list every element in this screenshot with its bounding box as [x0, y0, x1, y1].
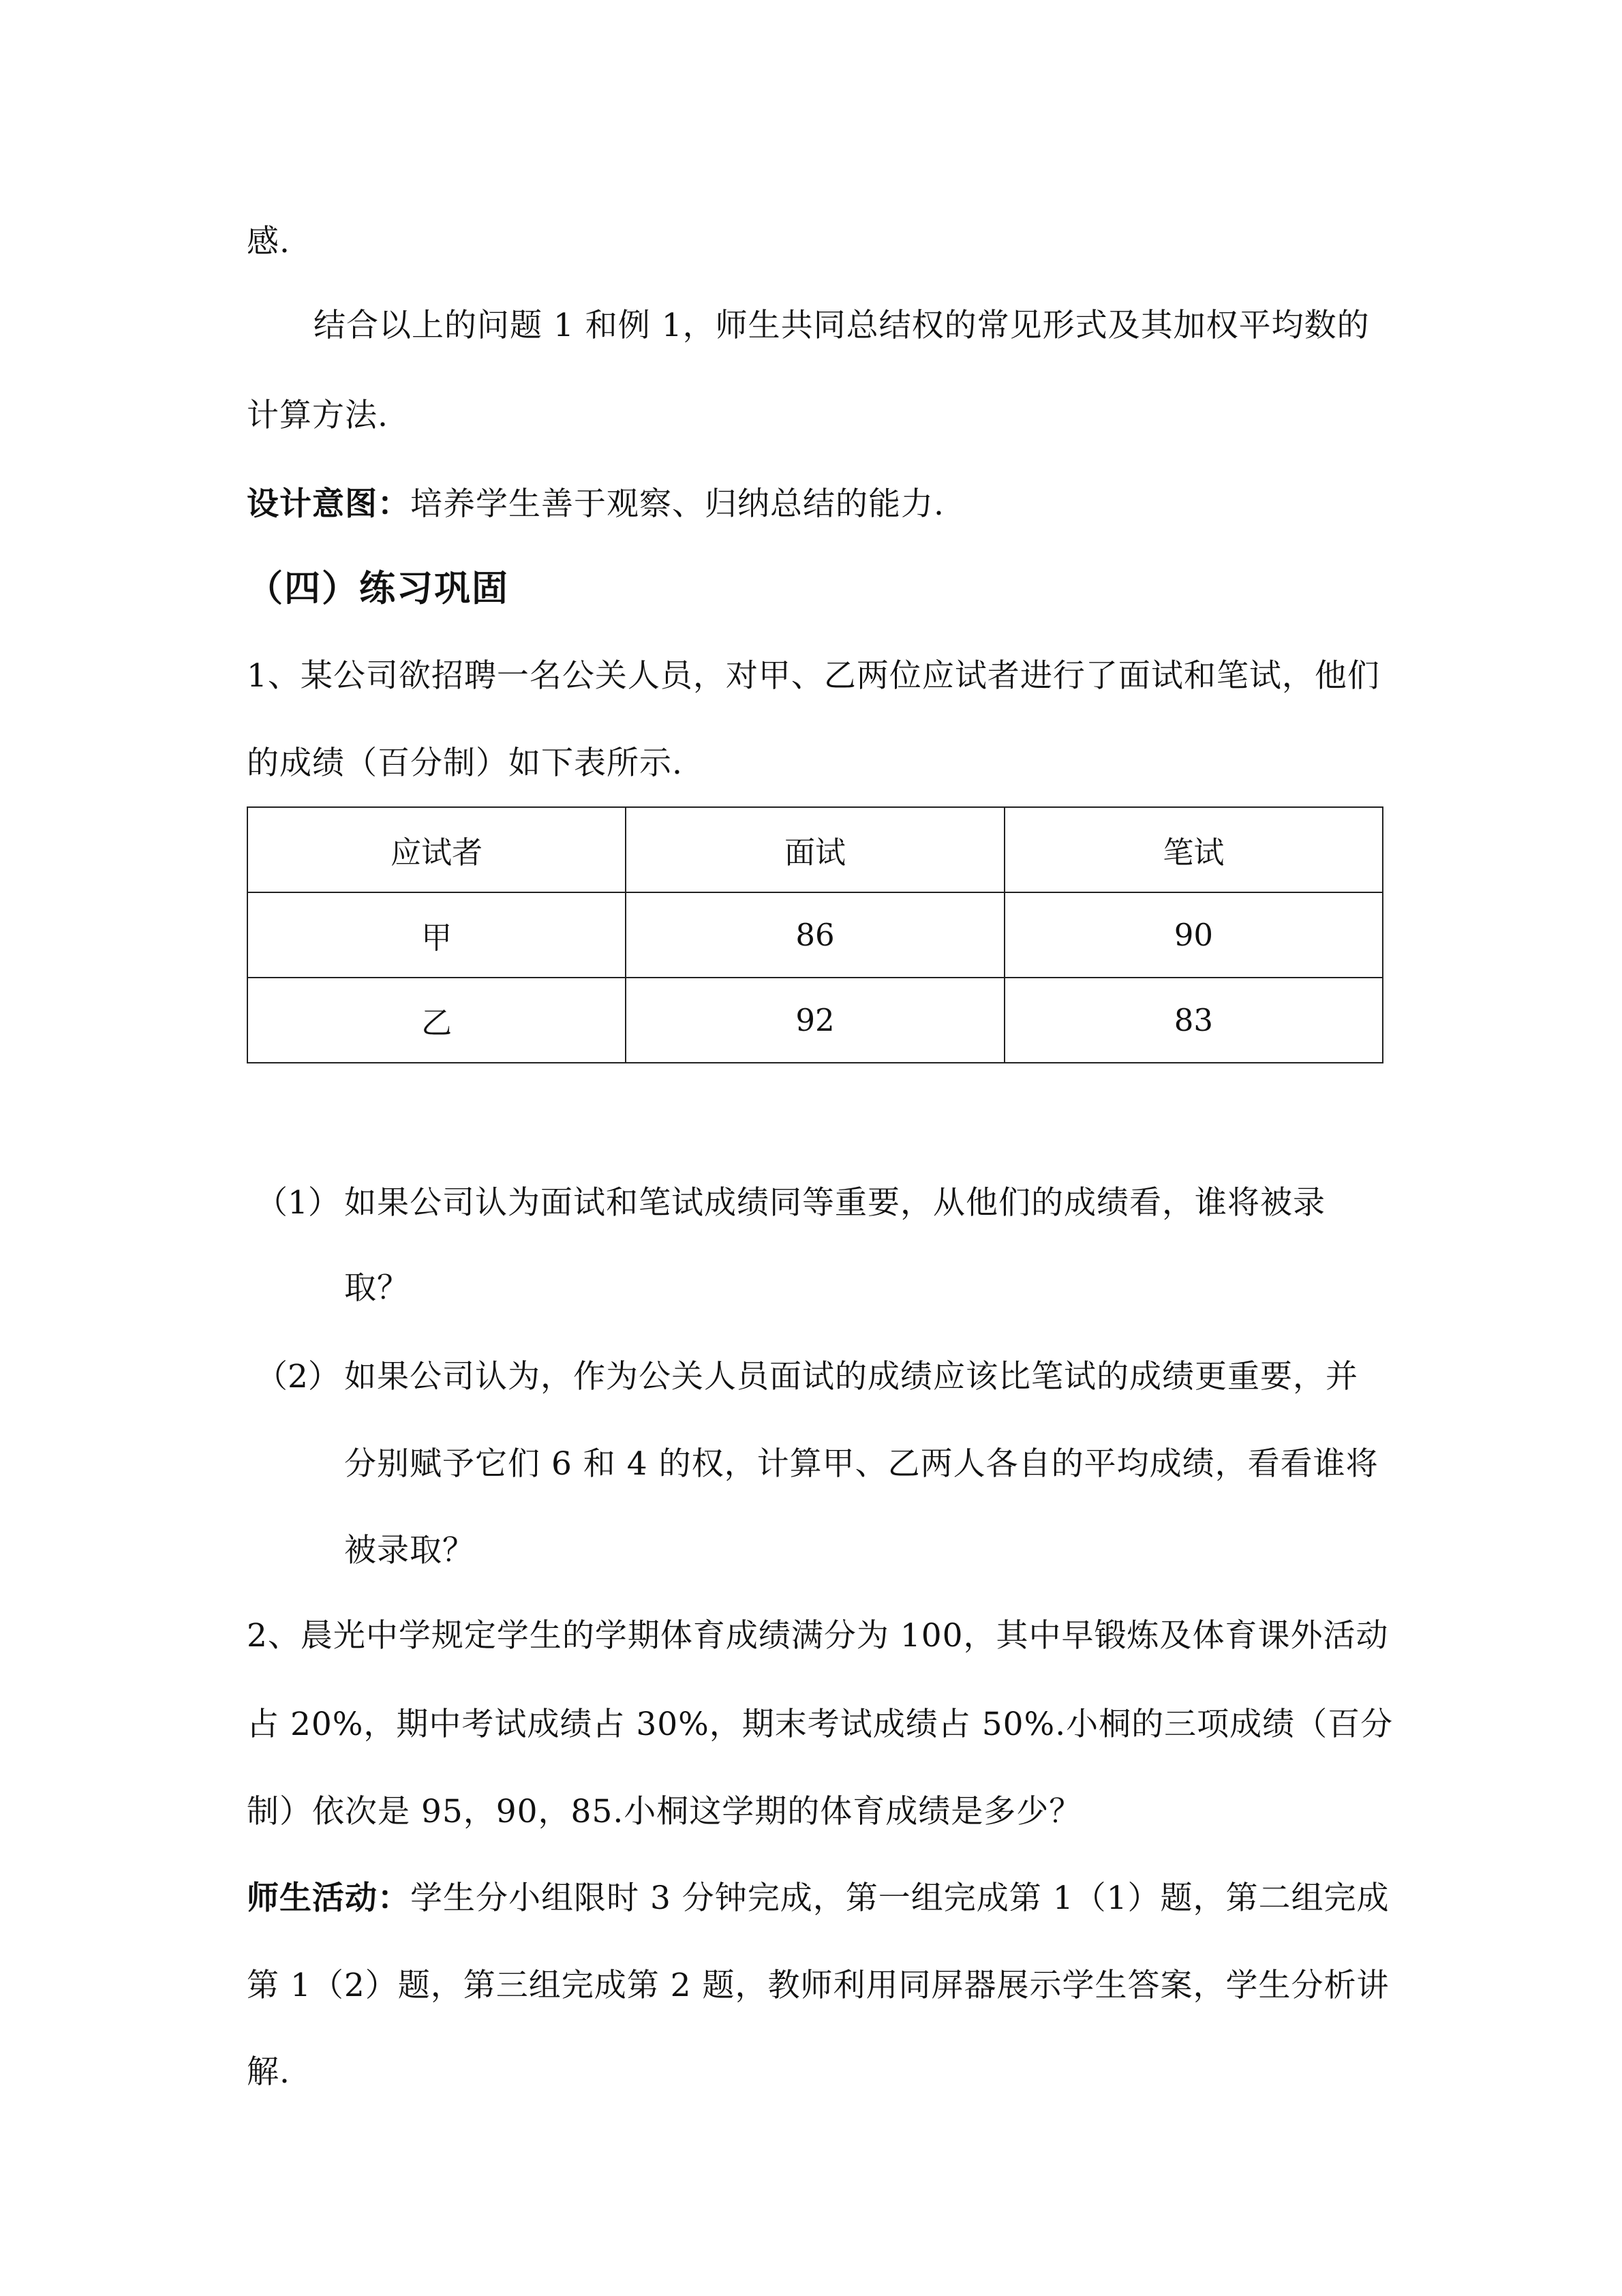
activity-label: 师生活动：: [247, 1879, 410, 1917]
problem2-line: 占 20%，期中考试成绩占 30%，期末考试成绩占 50%.小桐的三项成绩（百分: [247, 1706, 1394, 1743]
table-cell: 83: [1005, 978, 1383, 1063]
problem1-line: 1、某公司欲招聘一名公关人员，对甲、乙两位应试者进行了面试和笔试，他们: [247, 657, 1380, 695]
activity-line: 第 1（2）题，第三组完成第 2 题，教师利用同屏器展示学生答案，学生分析讲: [247, 1967, 1390, 2004]
design-intent-line: [247, 484, 945, 525]
table-cell: 乙: [247, 978, 626, 1063]
question-number: （2）: [256, 1358, 340, 1395]
table-cell: 90: [1005, 892, 1383, 978]
table-cell: 92: [626, 978, 1004, 1063]
question-text: 分别赋予它们 6 和 4 的权，计算甲、乙两人各自的平均成绩，看看谁将: [344, 1445, 1379, 1483]
table-cell: 甲: [247, 892, 626, 978]
question-text: 如果公司认为面试和笔试成绩同等重要，从他们的成绩看，谁将被录: [344, 1184, 1326, 1222]
question-text: 取？: [344, 1269, 410, 1307]
design-intent-text: 培养学生善于观察、归纳总结的能力.: [410, 485, 945, 523]
scores-table: [247, 806, 1383, 1063]
table-header-cell: 笔试: [1005, 807, 1383, 892]
activity-line: 解.: [247, 2053, 290, 2091]
paragraph-line: 结合以上的问题 1 和例 1，师生共同总结权的常见形式及其加权平均数的: [313, 307, 1370, 344]
paragraph-line: 感.: [247, 223, 290, 260]
question-text: 如果公司认为，作为公关人员面试的成绩应该比笔试的成绩更重要，并: [344, 1358, 1358, 1395]
table-row: [247, 892, 1383, 978]
problem1-line: 的成绩（百分制）如下表所示.: [247, 744, 683, 782]
question-number: （1）: [256, 1184, 340, 1222]
activity-line: [247, 1878, 1390, 1919]
problem2-line: 制）依次是 95，90，85.小桐这学期的体育成绩是多少？: [247, 1793, 1082, 1830]
table-header-row: [247, 807, 1383, 892]
design-intent-label: 设计意图：: [247, 485, 410, 523]
table-header-cell: 面试: [626, 807, 1004, 892]
question-text: 被录取？: [344, 1532, 475, 1569]
activity-text: 学生分小组限时 3 分钟完成，第一组完成第 1（1）题，第二组完成: [410, 1879, 1390, 1917]
table-row: [247, 978, 1383, 1063]
paragraph-line: 计算方法.: [247, 397, 388, 434]
table-header-cell: 应试者: [247, 807, 626, 892]
section-heading: （四）练习巩固: [247, 567, 509, 609]
problem2-line: 2、晨光中学规定学生的学期体育成绩满分为 100，其中早锻炼及体育课外活动: [247, 1617, 1389, 1655]
table-cell: 86: [626, 892, 1004, 978]
